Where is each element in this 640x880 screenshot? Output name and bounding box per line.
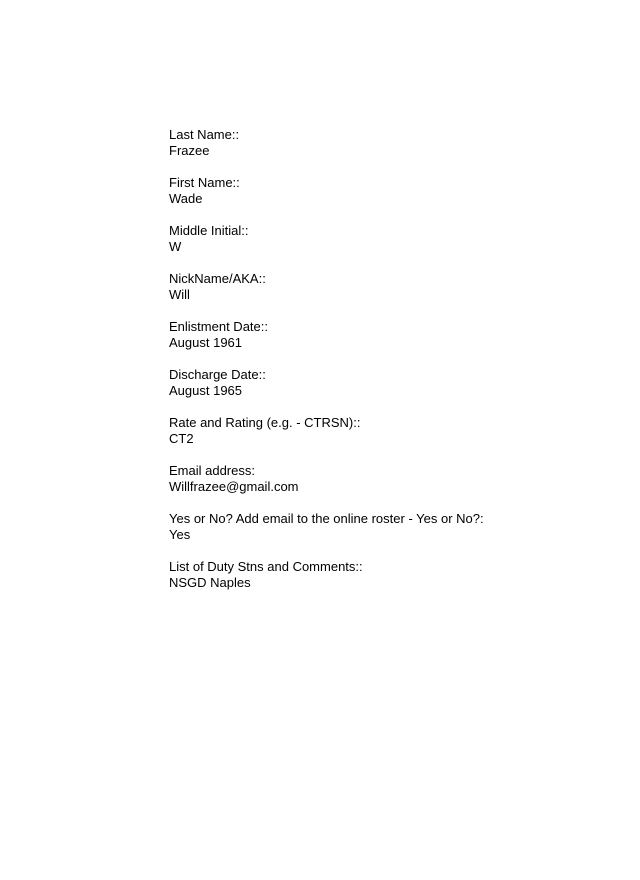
field-value: Willfrazee@gmail.com — [169, 479, 299, 494]
field-label: NickName/AKA:: — [169, 271, 266, 286]
field-last-name — [169, 127, 609, 159]
field-value: Will — [169, 287, 190, 302]
field-label: Discharge Date:: — [169, 367, 266, 382]
field-value: Yes — [169, 527, 191, 542]
field-label: Middle Initial:: — [169, 223, 249, 238]
field-email-address — [169, 463, 609, 495]
field-label: List of Duty Stns and Comments:: — [169, 559, 363, 574]
field-middle-initial — [169, 223, 609, 255]
field-value: NSGD Naples — [169, 575, 251, 590]
field-value: CT2 — [169, 431, 194, 446]
field-nickname — [169, 271, 609, 303]
field-rate-rating — [169, 415, 609, 447]
field-duty-stations — [169, 559, 609, 591]
field-value: August 1961 — [169, 335, 243, 350]
field-label: First Name:: — [169, 175, 240, 190]
field-enlistment-date — [169, 319, 609, 351]
field-label: Last Name:: — [169, 127, 240, 142]
field-first-name — [169, 175, 609, 207]
field-label: Rate and Rating (e.g. - CTRSN):: — [169, 415, 361, 430]
field-value: August 1965 — [169, 383, 243, 398]
form-document — [169, 127, 609, 607]
field-discharge-date — [169, 367, 609, 399]
field-value: Frazee — [169, 143, 210, 158]
field-label: Yes or No? Add email to the online roster - Yes or No?: — [169, 511, 484, 526]
field-label: Email address: — [169, 463, 255, 478]
field-add-email-roster — [169, 511, 609, 543]
field-value: W — [169, 239, 182, 254]
field-value: Wade — [169, 191, 203, 206]
field-label: Enlistment Date:: — [169, 319, 268, 334]
